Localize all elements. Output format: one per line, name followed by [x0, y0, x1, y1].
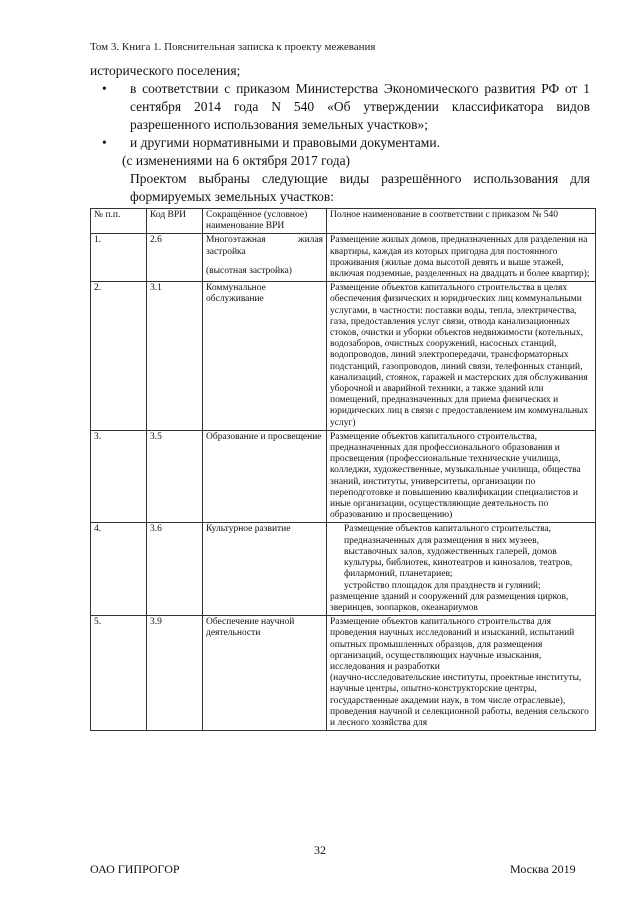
footer-org: ОАО ГИПРОГОР [90, 862, 180, 876]
page-header: Том 3. Книга 1. Пояснительная записка к проекту межевания [90, 41, 376, 53]
row-code: 3.5 [147, 430, 203, 523]
bullet-text: и другими нормативными и правовыми документами. [130, 135, 440, 150]
intro-line: исторического поселения; [90, 63, 241, 78]
row-num: 1. [91, 234, 147, 282]
row-num: 5. [91, 616, 147, 731]
bullet-icon: • [102, 81, 107, 96]
row-short-text: Многоэтажная жилая застройка [206, 235, 323, 257]
row-full [327, 616, 596, 731]
row-full: Размещение объектов капитального строительства, предназначенных для профессионального образования и просвещения (профессиональные технические училища, колледжи, художественные, музыкальные училища, общества знаний, институты, университеты, организации по переподготовке и повышению квалификации специалистов и иные организации, осуществляющие деятельность по образованию и просвещению) [327, 430, 596, 523]
bullet-item [90, 134, 590, 152]
row-num: 3. [91, 430, 147, 523]
table-row [91, 282, 596, 431]
row-full-text: Размещение объектов капитального строительства для проведения научных исследований и изысканий, испытаний опытных промышленных образцов, для размещения организаций, осуществляющих научные изыскания, исследования и разработки [330, 617, 575, 672]
row-full-text-2: (научно-исследовательские институты, проектные институты, научные центры, опытно-конструкторские центры, государственные академии наук, в том числе отраслевые), проведения научной и селекционной работы, ведения сельского и лесного хозяйства для [330, 673, 589, 728]
intro-block [90, 62, 590, 206]
row-num: 2. [91, 282, 147, 431]
row-short: Обеспечение научной деятельности [203, 616, 327, 731]
table-row [91, 234, 596, 282]
row-short [203, 234, 327, 282]
footer-city-year: Москва 2019 [510, 862, 576, 876]
header-full: Полное наименование в соответствии с приказом № 540 [327, 209, 596, 234]
table-row [91, 523, 596, 616]
row-code: 3.1 [147, 282, 203, 431]
row-full-text: Размещение объектов капитального строительства, предназначенных для размещения в них музеев, выставочных залов, художественных галерей, домов культуры, библиотек, кинотеатров и кинозалов, театров, филармоний, планетариев; [344, 524, 573, 580]
header-short: Сокращённое (условное) наименование ВРИ [203, 209, 327, 234]
table-row [91, 430, 596, 523]
lead-paragraph: Проектом выбраны следующие виды разрешённого использования для формируемых земельных участков: [130, 171, 590, 204]
row-code: 3.6 [147, 523, 203, 616]
row-short: Образование и просвещение [203, 430, 327, 523]
row-full-text-2: устройство площадок для празднеств и гуляний; [344, 580, 541, 591]
vri-table [90, 208, 596, 731]
bullet-text: в соответствии с приказом Министерства Экономического развития РФ от 1 сентября 2014 года N 540 «Об утверждении классификатора видов разрешенного использования земельных участков»; [130, 81, 590, 132]
row-full: Размещение объектов капитального строительства в целях обеспечения физических и юридических лиц коммунальными услугами, в частности: поставки воды, тепла, электричества, газа, предоставления услуг связи, отвода канализационных стоков, очистки и уборки объектов недвижимости (котельных, водозаборов, очистных сооружений, насосных станций, водопроводов, линий электропередачи, трансформаторных подстанций, газопроводов, линий связи, телефонных станций, канализаций, стоянок, гаражей и мастерских для обслуживания уборочной и аварийной техники, а также зданий или помещений, предназначенных для приема физических и юридических лиц в связи с предоставлением им коммунальных услуг) [327, 282, 596, 431]
header-code: Код ВРИ [147, 209, 203, 234]
row-short: Культурное развитие [203, 523, 327, 616]
row-code: 2.6 [147, 234, 203, 282]
amendment-note: (с изменениями на 6 октября 2017 года) [122, 153, 351, 168]
table-row [91, 616, 596, 731]
row-full [327, 523, 596, 616]
row-short: Коммунальное обслуживание [203, 282, 327, 431]
table-header-row [91, 209, 596, 234]
header-num: № п.п. [91, 209, 147, 234]
row-full: Размещение жилых домов, предназначенных для разделения на квартиры, каждая из которых пригодна для постоянного проживания (жилые дома высотой девять и выше этажей, включая подземные, разделенных на двадцать и более квартир); [327, 234, 596, 282]
row-full-text-3: размещение зданий и сооружений для размещения цирков, зверинцев, зоопарков, океанариумов [330, 591, 569, 613]
row-short-text-2: (высотная застройка) [206, 265, 292, 276]
bullet-item [90, 80, 590, 134]
page-number: 32 [314, 843, 326, 857]
row-code: 3.9 [147, 616, 203, 731]
row-num: 4. [91, 523, 147, 616]
bullet-icon: • [102, 135, 107, 150]
